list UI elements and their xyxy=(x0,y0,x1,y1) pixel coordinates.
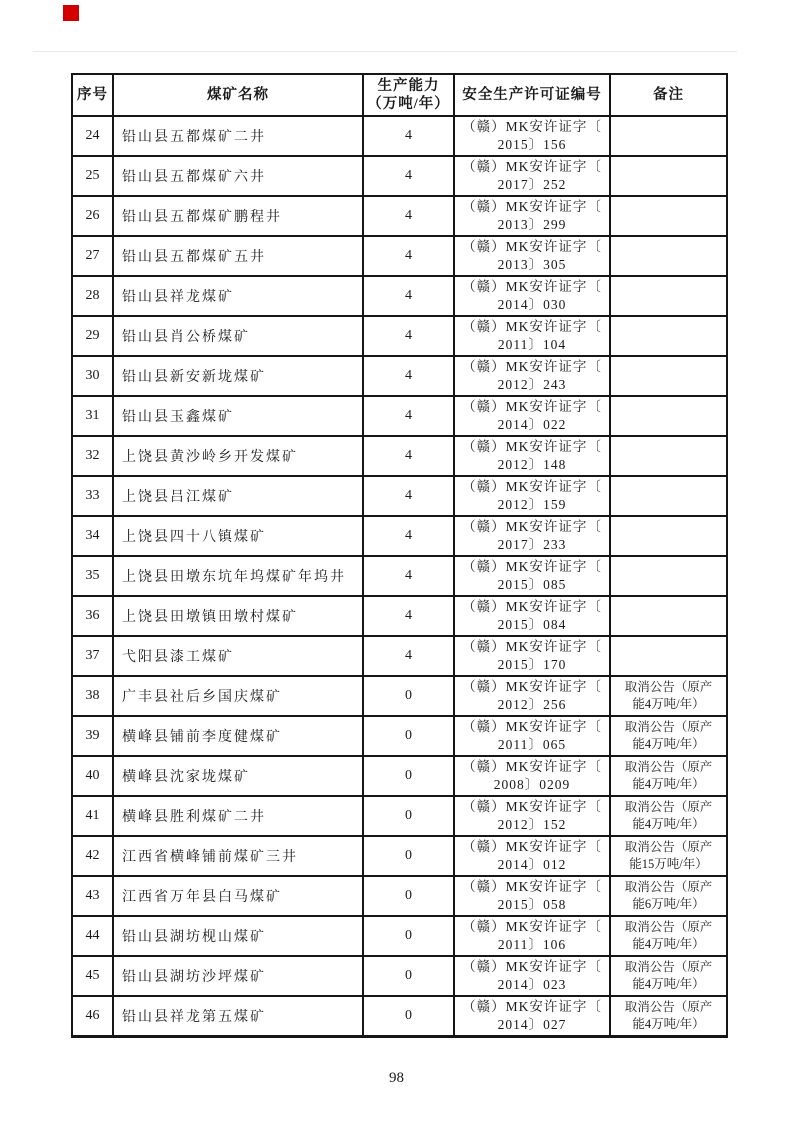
remark-cell xyxy=(610,396,727,436)
license-cell-line: 2011〕104 xyxy=(497,337,567,352)
page-number: 98 xyxy=(389,1070,404,1086)
license-cell-line: 2014〕027 xyxy=(497,1017,567,1032)
header-remark: 备注 xyxy=(610,74,727,116)
table-row xyxy=(72,916,727,956)
mine-name-cell: 铅山县五都煤矿五井 xyxy=(113,236,363,276)
license-cell xyxy=(454,396,610,436)
license-cell-line: （赣）MK安许证字〔 xyxy=(462,679,602,695)
license-cell xyxy=(454,356,610,396)
license-cell xyxy=(454,636,610,676)
mine-name-cell: 上饶县田墩东坑年坞煤矿年坞井 xyxy=(113,556,363,596)
capacity-cell: 4 xyxy=(363,156,454,196)
remark-cell xyxy=(610,796,727,836)
license-cell xyxy=(454,556,610,596)
license-cell-line: （赣）MK安许证字〔 xyxy=(462,959,602,975)
mine-name-cell: 上饶县吕江煤矿 xyxy=(113,476,363,516)
remark-cell-line: 取消公告（原产 xyxy=(624,1000,713,1015)
license-cell-line: 2017〕233 xyxy=(497,537,567,552)
table-row xyxy=(72,556,727,596)
row-number-cell: 37 xyxy=(72,636,113,676)
remark-cell xyxy=(610,516,727,556)
license-cell-line: 2012〕243 xyxy=(497,377,567,392)
remark-cell xyxy=(610,476,727,516)
remark-cell xyxy=(610,876,727,916)
license-cell xyxy=(454,956,610,996)
capacity-cell: 0 xyxy=(363,836,454,876)
table-row xyxy=(72,716,727,756)
capacity-cell: 4 xyxy=(363,116,454,156)
capacity-cell: 0 xyxy=(363,916,454,956)
table-header-row xyxy=(72,74,727,116)
remark-cell xyxy=(610,636,727,676)
remark-cell xyxy=(610,996,727,1037)
coal-mine-table xyxy=(71,73,728,1038)
row-number-cell: 25 xyxy=(72,156,113,196)
remark-cell-line: 取消公告（原产 xyxy=(624,960,713,975)
mine-name-cell: 横峰县胜利煤矿二井 xyxy=(113,796,363,836)
table-row xyxy=(72,436,727,476)
license-cell-line: 2017〕252 xyxy=(497,177,567,192)
license-cell-line: 2014〕012 xyxy=(497,857,567,872)
license-cell xyxy=(454,916,610,956)
row-number-cell: 40 xyxy=(72,756,113,796)
mine-name-cell: 铅山县祥龙第五煤矿 xyxy=(113,996,363,1037)
remark-cell-line: 能4万吨/年） xyxy=(632,817,705,831)
mine-name-cell: 铅山县新安新垅煤矿 xyxy=(113,356,363,396)
license-cell-line: （赣）MK安许证字〔 xyxy=(462,999,602,1015)
capacity-cell: 0 xyxy=(363,756,454,796)
table-row xyxy=(72,676,727,716)
row-number-cell: 34 xyxy=(72,516,113,556)
mine-name-cell: 铅山县五都煤矿二井 xyxy=(113,116,363,156)
license-cell xyxy=(454,676,610,716)
license-cell-line: 2008〕0209 xyxy=(493,777,571,792)
row-number-cell: 39 xyxy=(72,716,113,756)
header-capacity-line1: 生产能力 xyxy=(377,77,440,94)
capacity-cell: 0 xyxy=(363,796,454,836)
row-number-cell: 30 xyxy=(72,356,113,396)
header-capacity xyxy=(363,74,454,116)
capacity-cell: 4 xyxy=(363,436,454,476)
scan-artifact-line xyxy=(33,51,737,52)
remark-cell-line: 能6万吨/年） xyxy=(632,897,705,911)
remark-cell-line: 取消公告（原产 xyxy=(624,680,713,695)
license-cell xyxy=(454,196,610,236)
capacity-cell: 0 xyxy=(363,676,454,716)
remark-cell-line: 能4万吨/年） xyxy=(632,937,705,951)
remark-cell xyxy=(610,556,727,596)
capacity-cell: 4 xyxy=(363,396,454,436)
remark-cell-line: 取消公告（原产 xyxy=(624,840,713,855)
table-row xyxy=(72,796,727,836)
row-number-cell: 24 xyxy=(72,116,113,156)
mine-name-cell: 上饶县黄沙岭乡开发煤矿 xyxy=(113,436,363,476)
license-cell-line: （赣）MK安许证字〔 xyxy=(462,519,602,535)
remark-cell-line: 能4万吨/年） xyxy=(632,977,705,991)
license-cell-line: （赣）MK安许证字〔 xyxy=(462,199,602,215)
table-row xyxy=(72,476,727,516)
license-cell xyxy=(454,756,610,796)
license-cell-line: （赣）MK安许证字〔 xyxy=(462,239,602,255)
row-number-cell: 42 xyxy=(72,836,113,876)
table-row xyxy=(72,596,727,636)
license-cell-line: 2013〕305 xyxy=(497,257,567,272)
mine-name-cell: 铅山县肖公桥煤矿 xyxy=(113,316,363,356)
table-row xyxy=(72,996,727,1037)
license-cell-line: （赣）MK安许证字〔 xyxy=(462,559,602,575)
license-cell xyxy=(454,716,610,756)
table-row xyxy=(72,316,727,356)
remark-cell xyxy=(610,156,727,196)
row-number-cell: 33 xyxy=(72,476,113,516)
remark-cell xyxy=(610,836,727,876)
capacity-cell: 4 xyxy=(363,196,454,236)
mine-name-cell: 弋阳县漆工煤矿 xyxy=(113,636,363,676)
table-row xyxy=(72,516,727,556)
mine-name-cell: 上饶县四十八镇煤矿 xyxy=(113,516,363,556)
table-body xyxy=(72,116,727,1037)
license-cell-line: 2012〕152 xyxy=(497,817,567,832)
license-cell-line: 2011〕065 xyxy=(497,737,567,752)
remark-cell xyxy=(610,436,727,476)
mine-name-cell: 铅山县祥龙煤矿 xyxy=(113,276,363,316)
remark-cell xyxy=(610,956,727,996)
row-number-cell: 27 xyxy=(72,236,113,276)
row-number-cell: 46 xyxy=(72,996,113,1037)
license-cell xyxy=(454,436,610,476)
capacity-cell: 0 xyxy=(363,956,454,996)
license-cell xyxy=(454,796,610,836)
capacity-cell: 0 xyxy=(363,876,454,916)
license-cell-line: （赣）MK安许证字〔 xyxy=(462,599,602,615)
table-row xyxy=(72,196,727,236)
license-cell-line: 2014〕023 xyxy=(497,977,567,992)
license-cell-line: （赣）MK安许证字〔 xyxy=(462,359,602,375)
row-number-cell: 41 xyxy=(72,796,113,836)
license-cell-line: 2014〕022 xyxy=(497,417,567,432)
mine-name-cell: 铅山县湖坊沙坪煤矿 xyxy=(113,956,363,996)
license-cell xyxy=(454,836,610,876)
remark-cell-line: 取消公告（原产 xyxy=(624,880,713,895)
mine-name-cell: 铅山县五都煤矿鹏程井 xyxy=(113,196,363,236)
table-row xyxy=(72,756,727,796)
remark-cell xyxy=(610,676,727,716)
mine-name-cell: 上饶县田墩镇田墩村煤矿 xyxy=(113,596,363,636)
table-row xyxy=(72,236,727,276)
table-row xyxy=(72,876,727,916)
table-row xyxy=(72,396,727,436)
capacity-cell: 4 xyxy=(363,316,454,356)
capacity-cell: 4 xyxy=(363,476,454,516)
remark-cell xyxy=(610,716,727,756)
remark-cell-line: 能4万吨/年） xyxy=(632,1017,705,1031)
license-cell-line: （赣）MK安许证字〔 xyxy=(462,279,602,295)
remark-cell xyxy=(610,116,727,156)
license-cell-line: （赣）MK安许证字〔 xyxy=(462,439,602,455)
license-cell xyxy=(454,476,610,516)
license-cell-line: （赣）MK安许证字〔 xyxy=(462,719,602,735)
table-row xyxy=(72,116,727,156)
remark-cell-line: 取消公告（原产 xyxy=(624,800,713,815)
license-cell xyxy=(454,596,610,636)
mine-name-cell: 铅山县玉鑫煤矿 xyxy=(113,396,363,436)
table-row xyxy=(72,156,727,196)
license-cell-line: （赣）MK安许证字〔 xyxy=(462,159,602,175)
license-cell-line: （赣）MK安许证字〔 xyxy=(462,319,602,335)
remark-cell xyxy=(610,316,727,356)
table-row xyxy=(72,276,727,316)
capacity-cell: 4 xyxy=(363,596,454,636)
license-cell xyxy=(454,996,610,1037)
license-cell-line: （赣）MK安许证字〔 xyxy=(462,879,602,895)
capacity-cell: 4 xyxy=(363,356,454,396)
mine-name-cell: 广丰县社后乡国庆煤矿 xyxy=(113,676,363,716)
capacity-cell: 4 xyxy=(363,276,454,316)
remark-cell-line: 取消公告（原产 xyxy=(624,920,713,935)
remark-cell xyxy=(610,276,727,316)
capacity-cell: 4 xyxy=(363,636,454,676)
license-cell-line: 2012〕159 xyxy=(497,497,567,512)
remark-cell xyxy=(610,196,727,236)
license-cell-line: 2014〕030 xyxy=(497,297,567,312)
capacity-cell: 0 xyxy=(363,996,454,1037)
license-cell-line: 2011〕106 xyxy=(497,937,567,952)
remark-cell-line: 取消公告（原产 xyxy=(624,720,713,735)
row-number-cell: 43 xyxy=(72,876,113,916)
license-cell xyxy=(454,116,610,156)
header-no: 序号 xyxy=(72,74,113,116)
row-number-cell: 28 xyxy=(72,276,113,316)
remark-cell-line: 能4万吨/年） xyxy=(632,737,705,751)
capacity-cell: 0 xyxy=(363,716,454,756)
license-cell-line: 2015〕170 xyxy=(497,657,567,672)
license-cell-line: （赣）MK安许证字〔 xyxy=(462,119,602,135)
license-cell-line: （赣）MK安许证字〔 xyxy=(462,919,602,935)
license-cell-line: 2015〕058 xyxy=(497,897,567,912)
mine-name-cell: 江西省万年县白马煤矿 xyxy=(113,876,363,916)
table-row xyxy=(72,356,727,396)
row-number-cell: 31 xyxy=(72,396,113,436)
license-cell-line: （赣）MK安许证字〔 xyxy=(462,399,602,415)
mine-name-cell: 横峰县铺前李度健煤矿 xyxy=(113,716,363,756)
license-cell xyxy=(454,276,610,316)
license-cell-line: 2012〕256 xyxy=(497,697,567,712)
mine-name-cell: 铅山县五都煤矿六井 xyxy=(113,156,363,196)
license-cell xyxy=(454,236,610,276)
license-cell-line: 2013〕299 xyxy=(497,217,567,232)
remark-cell xyxy=(610,236,727,276)
mine-name-cell: 铅山县湖坊枧山煤矿 xyxy=(113,916,363,956)
header-mine-name: 煤矿名称 xyxy=(113,74,363,116)
row-number-cell: 38 xyxy=(72,676,113,716)
row-number-cell: 35 xyxy=(72,556,113,596)
license-cell-line: 2012〕148 xyxy=(497,457,567,472)
license-cell-line: （赣）MK安许证字〔 xyxy=(462,759,602,775)
table-row xyxy=(72,956,727,996)
remark-cell xyxy=(610,756,727,796)
capacity-cell: 4 xyxy=(363,556,454,596)
license-cell-line: （赣）MK安许证字〔 xyxy=(462,839,602,855)
row-number-cell: 32 xyxy=(72,436,113,476)
header-capacity-line2: （万吨/年） xyxy=(367,96,450,112)
license-cell-line: （赣）MK安许证字〔 xyxy=(462,799,602,815)
row-number-cell: 44 xyxy=(72,916,113,956)
remark-cell xyxy=(610,596,727,636)
license-cell xyxy=(454,876,610,916)
license-cell-line: 2015〕156 xyxy=(497,137,567,152)
license-cell-line: 2015〕085 xyxy=(497,577,567,592)
row-number-cell: 26 xyxy=(72,196,113,236)
remark-cell-line: 能4万吨/年） xyxy=(632,697,705,711)
remark-cell-line: 能15万吨/年） xyxy=(629,857,708,871)
row-number-cell: 29 xyxy=(72,316,113,356)
red-stamp-marker-icon xyxy=(63,5,79,21)
row-number-cell: 45 xyxy=(72,956,113,996)
header-license: 安全生产许可证编号 xyxy=(454,74,610,116)
remark-cell-line: 取消公告（原产 xyxy=(624,760,713,775)
license-cell xyxy=(454,156,610,196)
license-cell xyxy=(454,316,610,356)
remark-cell xyxy=(610,916,727,956)
table-row xyxy=(72,636,727,676)
remark-cell-line: 能4万吨/年） xyxy=(632,777,705,791)
license-cell-line: （赣）MK安许证字〔 xyxy=(462,479,602,495)
table-row xyxy=(72,836,727,876)
capacity-cell: 4 xyxy=(363,236,454,276)
capacity-cell: 4 xyxy=(363,516,454,556)
license-cell xyxy=(454,516,610,556)
row-number-cell: 36 xyxy=(72,596,113,636)
mine-name-cell: 横峰县沈家垅煤矿 xyxy=(113,756,363,796)
mine-name-cell: 江西省横峰铺前煤矿三井 xyxy=(113,836,363,876)
remark-cell xyxy=(610,356,727,396)
license-cell-line: 2015〕084 xyxy=(497,617,567,632)
license-cell-line: （赣）MK安许证字〔 xyxy=(462,639,602,655)
